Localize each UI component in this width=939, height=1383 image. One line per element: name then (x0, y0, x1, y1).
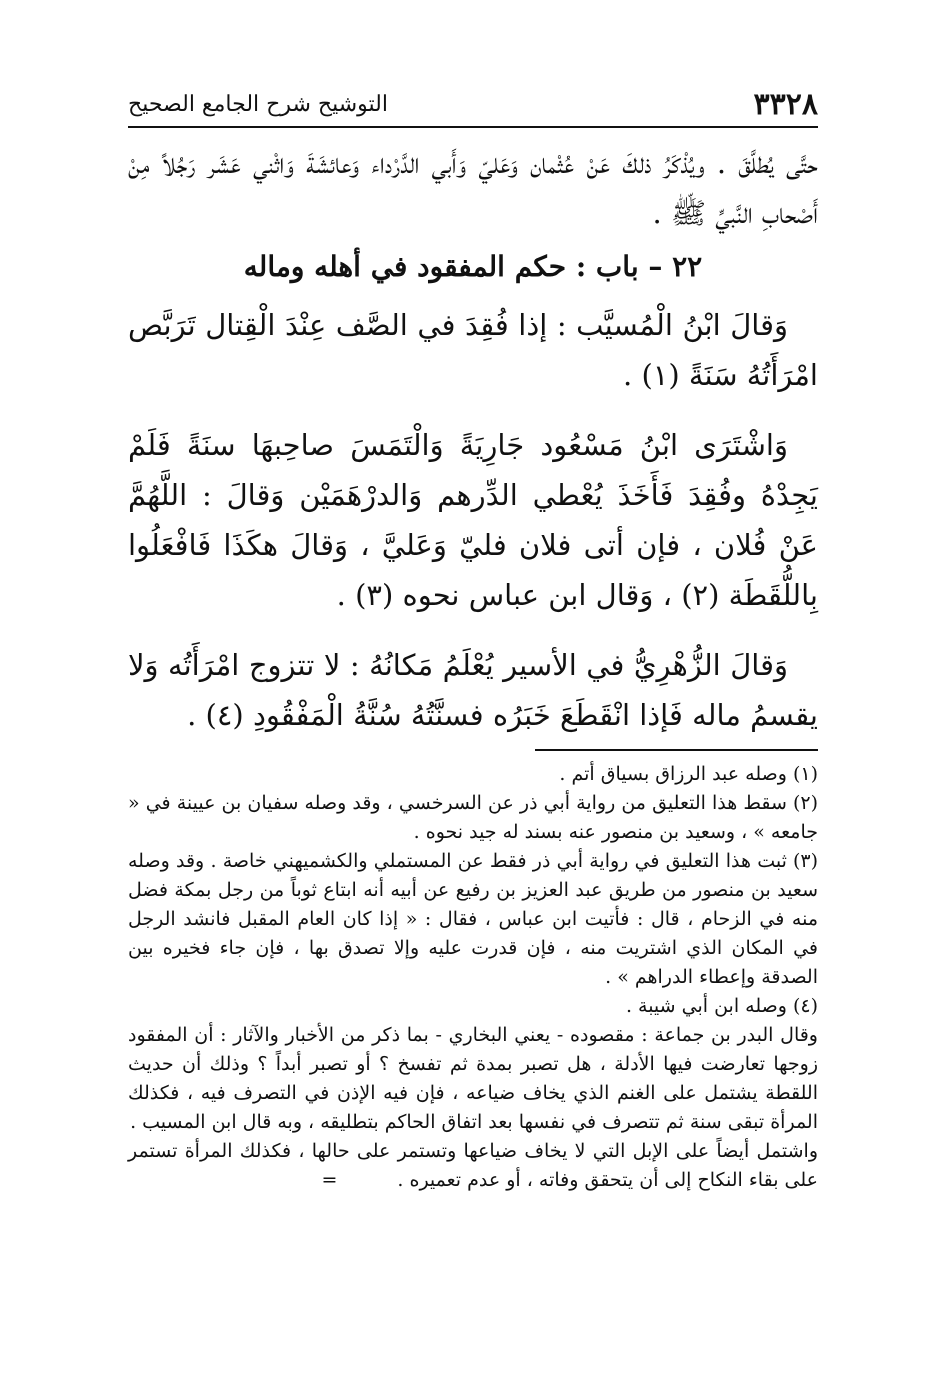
running-title: التوشيح شرح الجامع الصحيح (128, 91, 388, 117)
footnote-number: (٤) (792, 995, 818, 1017)
paragraph-2: وَقالَ ابْنُ الْمُسيَّب : إذا فُقِدَ في الصَّف عِنْدَ الْقِتال تَرَبَّص امْرَأَتُهُ سَنَةً (١) . (128, 308, 818, 392)
footnote-3 (128, 847, 818, 992)
page-number: ٣٣٢٨ (753, 86, 818, 122)
continuation-mark: = (321, 1169, 338, 1191)
footnote-text: وصله عبد الرزاق بسياق أتم . (559, 763, 787, 785)
paragraph-3: وَاشْتَرَى ابْنُ مَسْعُود جَارِيَةً وَالْتَمَسَ صاحِبهَا سنَةً فَلَمْ يَجِدْهُ وفُقِدَ فَأَخَذَ يُعْطي الدِّرهم وَالدرْهَمَيْن وَقالَ : اللَّهُمَّ عَنْ فُلان ، فإن أتى فلان فليّ وَعَليَّ ، وَقالَ هكَذَا فَافْعَلُوا بِاللُّقَطَة (٢) ، وَقال ابن عباس نحوه (٣) . (128, 428, 818, 612)
footnote-4 (128, 992, 818, 1021)
footnote-number: (١) (792, 763, 818, 785)
footnote-4-commentary: وقال البدر بن جماعة : مقصوده - يعني البخاري - بما ذكر من الأخبار والآثار : أن المفقود زوجها تعارضت فيها الأدلة ، هل تصبر بمدة ثم تفسخ ؟ أو تصبر أبداً ؟ وذلك أن حديث اللقطة يشتمل على الغنم الذي يخاف ضياعه ، فإن فيه الإذن في التصرف فيه ، فكذلك المرأة تبقى سنة ثم تتصرف في نفسها بعد اتفاق الحاكم بتطليقه ، وبه قال ابن المسيب . (128, 1024, 818, 1133)
paragraph-1: حتَّى يُطلَّقَ . ويُذْكَرُ ذلكَ عَنْ عُثْمان وَعَليّ وَأَبي الدَّرْداء وَعائشَةَ وَاثْني عَشَر رَجُلاً مِنْ أَصْحابِ النَّبيِّ ﷺ . (128, 146, 818, 230)
footnotes (128, 760, 818, 1195)
footnote-1 (128, 760, 818, 789)
footnote-text: ثبت هذا التعليق في رواية أبي ذر فقط عن المستملي والكشميهني خاصة . وقد وصله سعيد بن منصور من طريق عبد العزيز بن رفيع عن أبيه أنه ابتاع ثوباً من رجل بمكة فضل منه في الزحام ، قال : فأتيت ابن عباس ، فقال : « إذا كان العام المقبل فانشد الرجل في المكان الذي اشتريت منه ، فإن قدرت عليه وإلا تصدق بها ، فإن جاء فخيره بين الصدقة وإعطاء الدراهم » . (128, 850, 818, 988)
footnote-number: (٢) (792, 792, 818, 814)
footnote-separator (535, 749, 818, 751)
chapter-heading: ٢٢ – باب : حكم المفقود في أهله وماله (243, 250, 703, 283)
page-header (128, 82, 818, 128)
footnote-4-commentary-continued (128, 1137, 818, 1195)
footnote-text: سقط هذا التعليق من رواية أبي ذر عن السرخسي ، وقد وصله سفيان بن عيينة في « جامعه » ، وسعيد بن منصور عنه بسند له جيد نحوه . (128, 792, 818, 843)
footnote-text: واشتمل أيضاً على الإبل التي لا يخاف ضياعها وتستمر على حالها ، فكذلك المرأة تستمر على بقاء النكاح إلى أن يتحقق وفاته ، أو عدم تعميره . (128, 1140, 818, 1191)
paragraph-4: وَقالَ الزُّهْرِيُّ في الأسير يُعْلَمُ مَكانُهُ : لا تتزوج امْرَأَتُه وَلا يقسمُ ماله فَإذا انْقَطَعَ خَبَرُه فسنَّتُهُ سُنَّةُ الْمَفْقُودِ (٤) . (128, 648, 818, 732)
footnote-text: وصله ابن أبي شيبة . (625, 995, 787, 1017)
main-text (128, 138, 818, 740)
footnote-number: (٣) (792, 850, 818, 872)
footnote-2 (128, 789, 818, 847)
